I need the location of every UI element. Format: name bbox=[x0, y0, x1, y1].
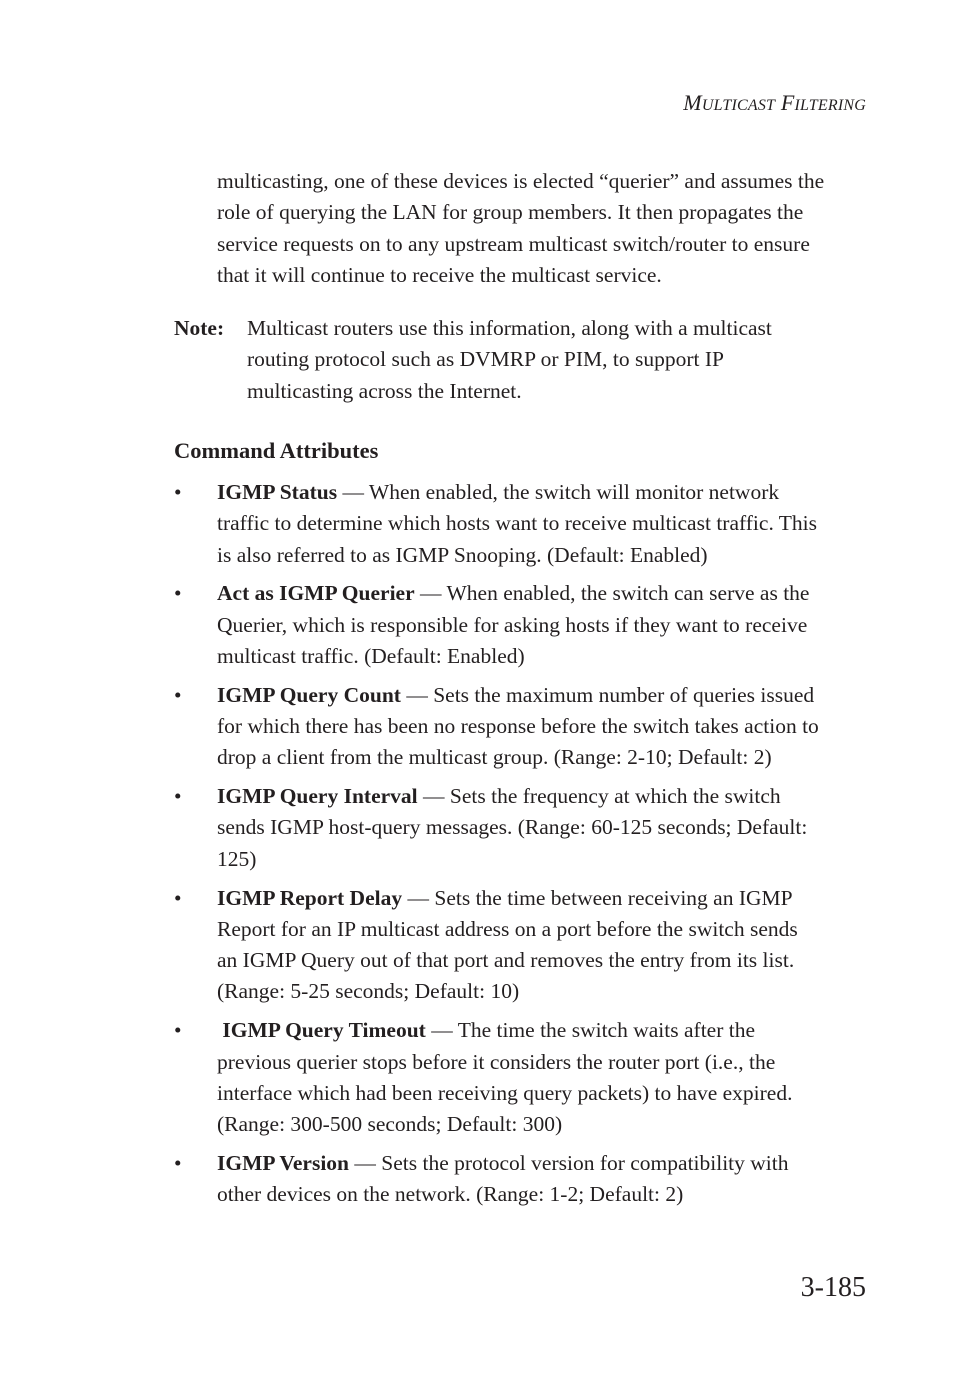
attribute-line: Querier, which is responsible for asking hosts if they want to receive bbox=[217, 612, 808, 637]
note-line: routing protocol such as DVMRP or PIM, to support IP bbox=[247, 347, 724, 372]
attribute-line: sends IGMP host-query messages. (Range: 60-125 seconds; Default: bbox=[217, 815, 808, 840]
intro-line: service requests on to any upstream multicast switch/router to ensure bbox=[217, 231, 810, 256]
note-body bbox=[247, 313, 874, 407]
attribute-term: IGMP Status bbox=[217, 480, 338, 504]
attribute-description: — The time the switch waits after the bbox=[425, 1018, 756, 1043]
attribute-item-igmp-report-delay bbox=[174, 883, 874, 1008]
attribute-text bbox=[217, 781, 874, 875]
attribute-line: previous querier stops before it considers the router port (i.e., the bbox=[217, 1049, 776, 1074]
running-title-cap-2: F bbox=[780, 90, 795, 115]
attribute-description: — Sets the maximum number of queries issued bbox=[400, 682, 815, 707]
bullet-icon: • bbox=[174, 1150, 182, 1175]
attribute-text bbox=[217, 883, 874, 1008]
attribute-item-igmp-version bbox=[174, 1148, 874, 1211]
attribute-line: traffic to determine which hosts want to receive multicast traffic. This bbox=[217, 511, 818, 536]
attribute-description: — When enabled, the switch will monitor network bbox=[337, 480, 780, 504]
attribute-term: IGMP Query Count bbox=[217, 682, 401, 707]
attribute-text bbox=[217, 1148, 874, 1211]
attribute-item-igmp-query-timeout bbox=[174, 1015, 874, 1140]
attribute-first-line bbox=[217, 477, 874, 508]
attribute-line: (Range: 300-500 seconds; Default: 300) bbox=[217, 1112, 563, 1137]
attribute-line: interface which had been receiving query packets) to have expired. bbox=[217, 1080, 793, 1105]
attribute-term: IGMP Version bbox=[217, 1150, 350, 1175]
page-number: 3-185 bbox=[800, 1272, 866, 1303]
attribute-first-line bbox=[217, 578, 874, 609]
attribute-text bbox=[217, 477, 874, 571]
attribute-line: other devices on the network. (Range: 1-2; Default: 2) bbox=[217, 1182, 684, 1207]
attribute-term: IGMP Report Delay bbox=[217, 885, 403, 910]
attribute-line: for which there has been no response before the switch takes action to bbox=[217, 714, 819, 739]
bullet-icon: • bbox=[174, 682, 182, 707]
attribute-list bbox=[174, 477, 874, 1218]
running-header bbox=[683, 90, 866, 116]
bullet-icon: • bbox=[174, 480, 182, 504]
attribute-first-line bbox=[217, 1015, 874, 1046]
note-block bbox=[174, 313, 874, 407]
attribute-line: (Range: 5-25 seconds; Default: 10) bbox=[217, 979, 520, 1004]
running-title-sc-1: ULTICAST bbox=[701, 97, 776, 114]
attribute-description: — When enabled, the switch can serve as the bbox=[414, 581, 810, 606]
attribute-line: drop a client from the multicast group. (Range: 2-10; Default: 2) bbox=[217, 745, 772, 770]
attribute-item-igmp-query-interval bbox=[174, 781, 874, 875]
attribute-text bbox=[217, 680, 874, 774]
attribute-description: — Sets the time between receiving an IGMP bbox=[402, 885, 793, 910]
note-line: multicasting across the Internet. bbox=[247, 378, 522, 403]
bullet-icon: • bbox=[174, 784, 182, 809]
attribute-line: Report for an IP multicast address on a port before the switch sends bbox=[217, 916, 798, 941]
attribute-item-act-as-igmp-querier bbox=[174, 578, 874, 672]
attribute-line: 125) bbox=[217, 846, 257, 871]
attribute-line: an IGMP Query out of that port and removes the entry from its list. bbox=[217, 948, 795, 973]
attribute-text bbox=[217, 578, 874, 672]
running-title-sc-2: ILTERING bbox=[794, 97, 866, 114]
attribute-term: Act as IGMP Querier bbox=[217, 581, 415, 606]
attribute-description: — Sets the frequency at which the switch bbox=[417, 784, 781, 809]
intro-paragraph bbox=[217, 166, 877, 291]
attribute-text bbox=[217, 1015, 874, 1140]
intro-line: multicasting, one of these devices is elected “querier” and assumes the bbox=[217, 169, 825, 193]
running-title-cap-1: M bbox=[683, 90, 702, 115]
note-label: Note: bbox=[174, 316, 225, 340]
intro-line: role of querying the LAN for group members. It then propagates the bbox=[217, 200, 804, 225]
attribute-term: IGMP Query Interval bbox=[217, 784, 418, 809]
attribute-first-line bbox=[217, 1148, 874, 1179]
attribute-line: multicast traffic. (Default: Enabled) bbox=[217, 643, 525, 668]
attribute-first-line bbox=[217, 781, 874, 812]
attribute-first-line bbox=[217, 883, 874, 914]
section-heading: Command Attributes bbox=[174, 438, 379, 463]
attribute-item-igmp-status bbox=[174, 477, 874, 571]
attribute-line: is also referred to as IGMP Snooping. (Default: Enabled) bbox=[217, 542, 708, 567]
bullet-icon: • bbox=[174, 885, 182, 910]
attribute-description: — Sets the protocol version for compatibility with bbox=[349, 1150, 789, 1175]
bullet-icon: • bbox=[174, 581, 182, 606]
bullet-icon: • bbox=[174, 1018, 182, 1043]
attribute-term: IGMP Query Timeout bbox=[217, 1018, 426, 1043]
note-line: Multicast routers use this information, along with a multicast bbox=[247, 316, 772, 340]
intro-line: that it will continue to receive the multicast service. bbox=[217, 262, 662, 287]
attribute-first-line bbox=[217, 680, 874, 711]
attribute-item-igmp-query-count bbox=[174, 680, 874, 774]
